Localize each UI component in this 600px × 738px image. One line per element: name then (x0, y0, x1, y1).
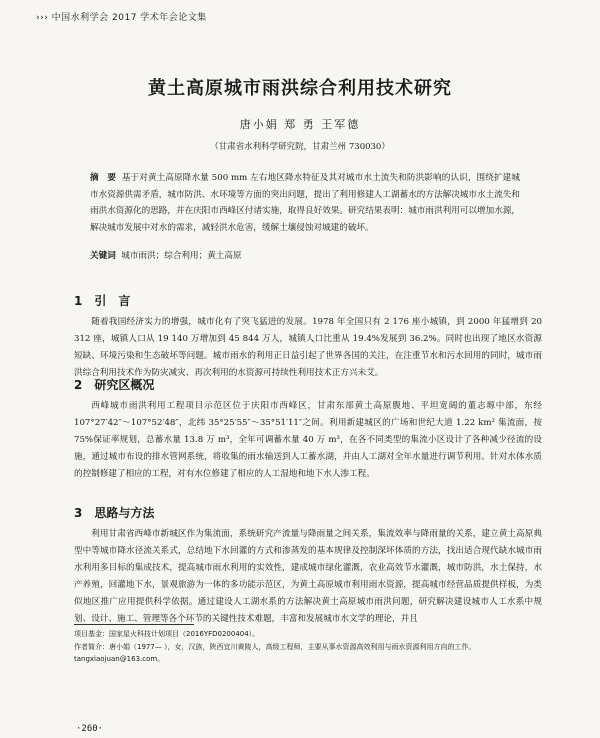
abstract (90, 170, 520, 236)
section-heading-methods: 3 思路与方法 (74, 506, 155, 520)
page-number: ·260· (76, 724, 104, 734)
keywords-text: 城市雨洪；综合利用；黄土高原 (121, 251, 242, 261)
keywords (90, 249, 520, 261)
footnote-funding: 项目基金：国家星火科技计划项目（2016YFD0200404）。 (74, 630, 260, 638)
abstract-label: 摘 要 (90, 173, 117, 183)
abstract-text: 基于对黄土高原降水量 500 mm 左右地区降水特征及其对城市水土流失和防洪影响的认识，围绕扩建城市水资源供需矛盾，城市防洪、水环境等方面的突出问题，提出了利用修建人工湖蓄水的方法解决城市水土流失和雨洪水资源化的思路，并在庆阳市西峰区付诸实施，取得良好效果。研究结果表明：城市雨洪利用可以增加水源，解决城市发展中对水的需求，减轻洪水危害，缓解土壤侵蚀对城建的破坏。 (90, 173, 520, 233)
footnote-divider (74, 624, 194, 625)
keywords-label: 关键词 (90, 251, 116, 261)
section-paragraph: 利用甘肃省西峰市新城区作为集流面，系统研究产流量与降雨量之间关系，集流效率与降雨量的关系，建立黄土高原典型中等城市降水径流关系式，总结地下水回灌的方式和渗蒸发的基本规律及控制深坏体质的方法，找出适合现代缺水城市雨水利用多目标的集成技术，提高城市雨水利用的实效性，建成城市绿化灌溉，农业高效节水灌溉，城市防洪，水土保持，水产养殖，回灌地下水，景观旅游为一体的多功能示范区，为黄土高原城市利用雨水资源，提高城市经营品质提供样板，为类似地区推广应用提供科学依据。通过建设人工湖水系的方法解决黄土高原城市雨洪问题，研究解决建设城市人工水系中规划、设计、施工、管理等各个环节的关键性技术难题，丰富和发展城市水文学的理论，并且 (74, 529, 542, 624)
paper-authors: 唐小娟 郑 勇 王军德 (239, 118, 361, 131)
section-heading-introduction: 1 引 言 (74, 294, 131, 308)
section-heading-study-area: 2 研究区概况 (74, 378, 155, 392)
section-paragraph: 随着我国经济实力的增强，城市化有了突飞猛进的发展。1978 年全国只有 2 176 座小城镇，到 2000 年猛增到 20 312 座，城镇人口从 19 140 万增加到 45 844 万人，城镇人口比重从 19.4%发展到 36.2%。同时也出现了地区水资源短缺、环境污染和生态破坏等问题。城市雨水的利用正日益引起了世界各国的关注，在注重节水和污水回用的同时，城市雨洪综合利用技术作为防灾减灾、再次利用的水资源可持续性利用技术正方兴未艾。 (74, 317, 542, 378)
paper-title: 黄土高原城市雨洪综合利用技术研究 (148, 78, 452, 99)
running-header: ››› 中国水利学会 2017 学术年会论文集 (36, 13, 207, 23)
section-paragraph: 西峰城市雨洪利用工程项目示范区位于庆阳市西峰区，甘肃东部黄土高原腹地、平坦宽阔的董志塬中部，东经 107°27′42″～107°52′48″，北纬 35°25′55″～35°51′11″之间。利用新建城区的广场和世纪大道 1.22 km² 集流面，按 75%保证率规划，总蓄水量 13.8 万 m³，全年可调蓄水量 40 万 m³，在各不同类型的集流小区设计了各种减少径流的设施，通过城市布设的排水管网系统，将收集的雨水输送到人工蓄水湖，并由人工湖对全年水量进行调节利用。针对水体水质的控制修建了相应的工程，对有水位修建了相应的人工湿地和地下水人渗工程。 (74, 401, 542, 479)
author-affiliation: （甘肃省水利科学研究院，甘肃兰州 730030） (210, 142, 390, 152)
footnote-author: 作者简介：唐小娟（1977— ），女，汉族，陕西宜川黄陵人，高级工程师，主要从事水资源高效利用与雨水资源利用方向的工作。tangxiaojuan@163.com。 (74, 643, 476, 663)
